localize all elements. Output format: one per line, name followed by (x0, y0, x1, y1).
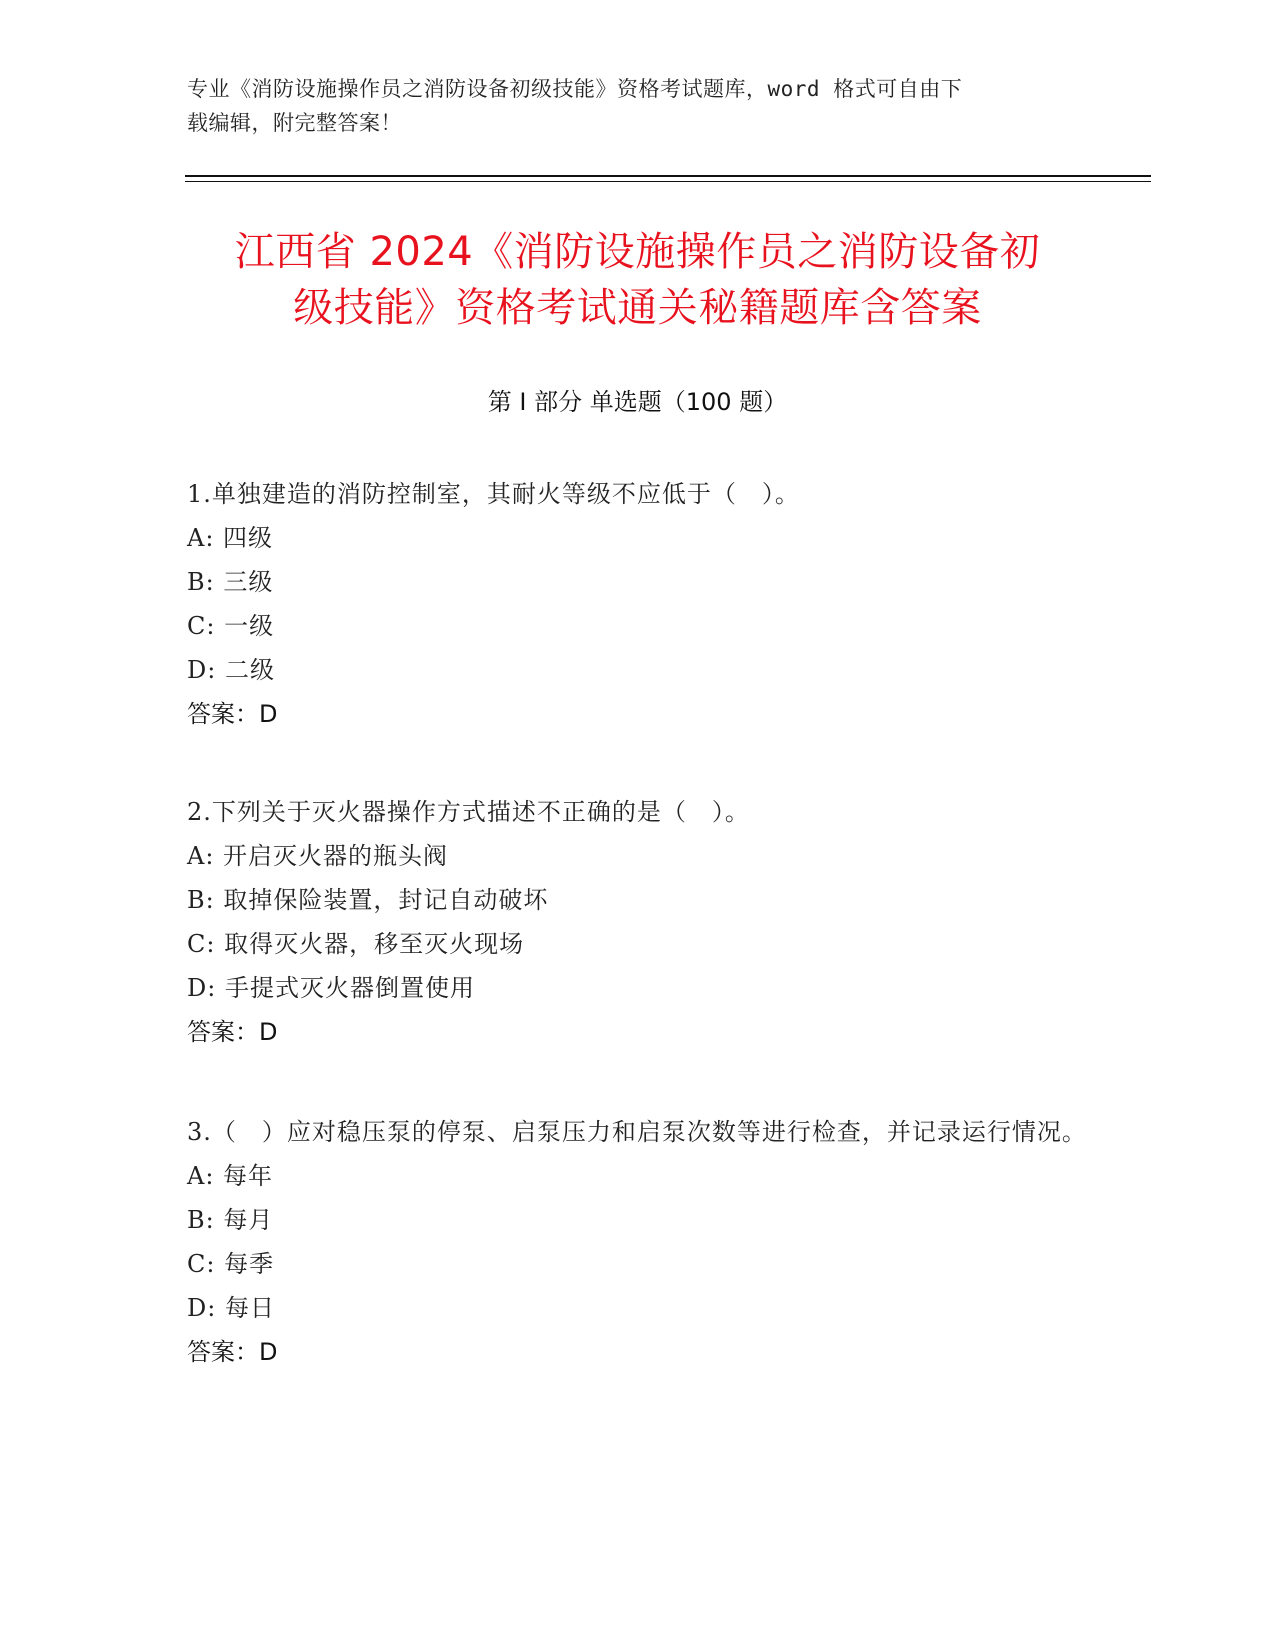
option-a: A: 开启灭火器的瓶头阀 (187, 842, 449, 870)
question-3 (187, 1110, 1087, 1374)
option-c: C: 每季 (187, 1250, 275, 1278)
option-d: D: 每日 (187, 1294, 275, 1322)
header-note-line-2: 载编辑，附完整答案！ (187, 111, 402, 135)
header-divider-thin (185, 181, 1151, 182)
option-a: A: 四级 (187, 524, 274, 552)
question-stem: 1.单独建造的消防控制室，其耐火等级不应低于（ ）。 (187, 480, 800, 508)
answer: 答案：D (187, 1338, 278, 1366)
document-title (130, 224, 1145, 336)
header-note (187, 72, 1087, 140)
section-heading: 第 I 部分 单选题（100 题） (487, 388, 788, 416)
option-b: B: 取掉保险装置，封记自动破坏 (187, 886, 549, 914)
document-title-line-2: 级技能》资格考试通关秘籍题库含答案 (293, 285, 982, 331)
option-b: B: 每月 (187, 1206, 274, 1234)
document-title-line-1: 江西省 2024《消防设施操作员之消防设备初 (234, 229, 1041, 275)
option-a: A: 每年 (187, 1162, 274, 1190)
option-c: C: 一级 (187, 612, 275, 640)
header-note-line-1: 专业《消防设施操作员之消防设备初级技能》资格考试题库，word 格式可自由下 (187, 77, 963, 101)
question-1 (187, 472, 1087, 736)
answer: 答案：D (187, 1018, 278, 1046)
option-b: B: 三级 (187, 568, 274, 596)
question-stem: 2.下列关于灭火器操作方式描述不正确的是（ ）。 (187, 798, 750, 826)
question-2 (187, 790, 1087, 1054)
header-divider-thick (185, 175, 1151, 177)
option-c: C: 取得灭火器，移至灭火现场 (187, 930, 525, 958)
question-stem: 3.（ ）应对稳压泵的停泵、启泵压力和启泵次数等进行检查，并记录运行情况。 (187, 1118, 1087, 1146)
option-d: D: 手提式灭火器倒置使用 (187, 974, 475, 1002)
answer: 答案：D (187, 700, 278, 728)
option-d: D: 二级 (187, 656, 275, 684)
